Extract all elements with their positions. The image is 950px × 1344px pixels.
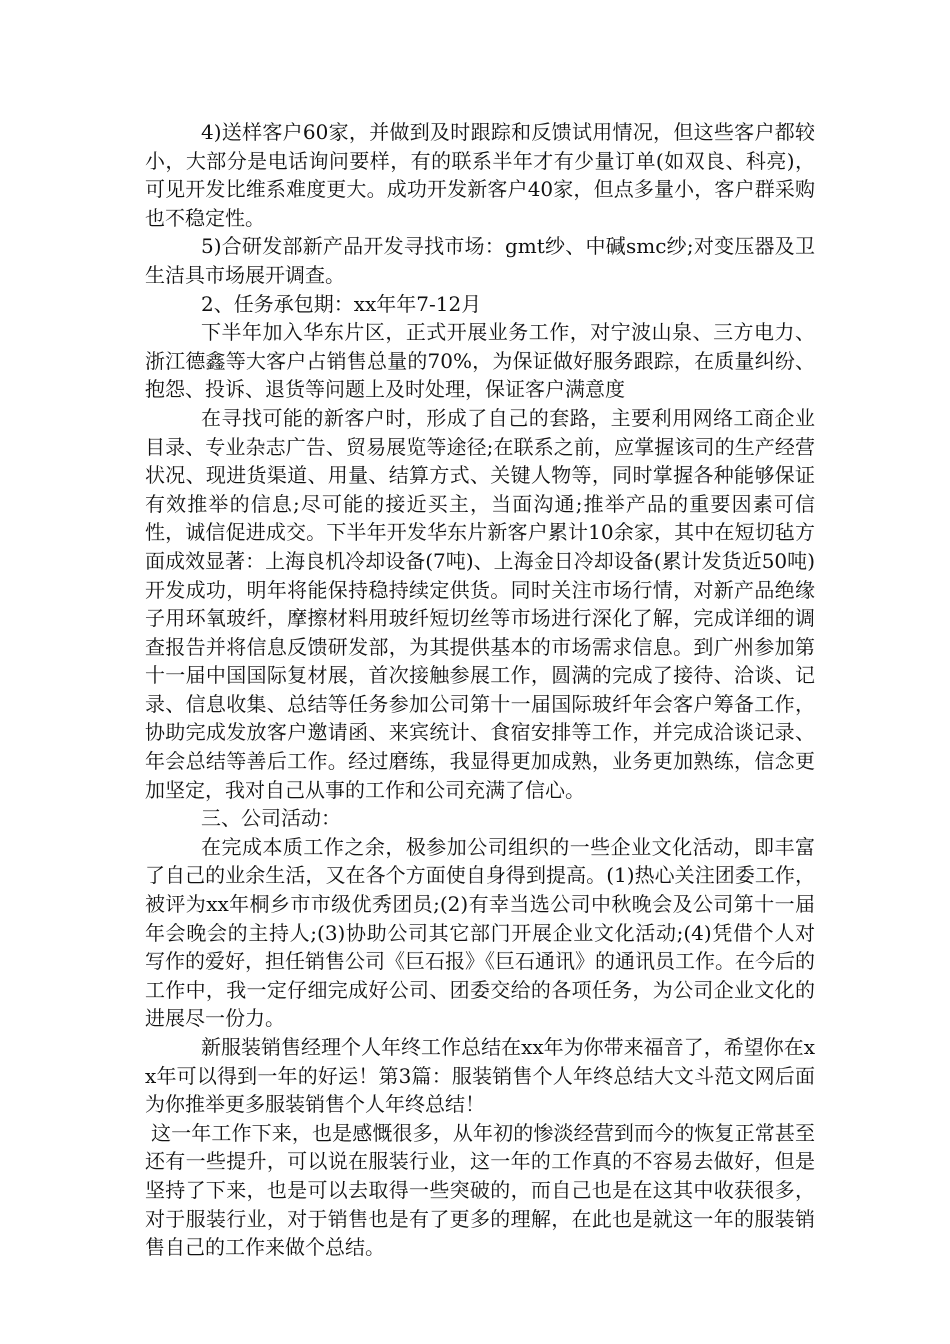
paragraph-closing: 新服装销售经理个人年终工作总结在xx年为你带来福音了，希望你在xx年可以得到一年的好运！第3篇：服装销售个人年终总结大文斗范文网后面为你推举更多服装销售个人年终总结！ xyxy=(145,1035,815,1117)
paragraph-task-period: 2、任务承包期：xx年年7-12月 xyxy=(201,291,482,316)
paragraph-new-products: 5)合研发部新产品开发寻找市场：gmt纱、中碱smc纱;对变压器及卫生洁具市场展开调查。 xyxy=(145,234,815,287)
paragraph-new-clients: 在寻找可能的新客户时，形成了自己的套路，主要利用网络工商企业目录、专业杂志广告、贸易展览等途径;在联系之前，应掌握该司的生产经营状况、现进货渠道、用量、结算方式、关键人物等，同时掌握各种能够保证有效推举的信息;尽可能的接近买主，当面沟通;推举产品的重要因素可信性，诚信促进成交。下半年开发华东片新客户累计10余家，其中在短切毡方面成效显著：上海良机冷却设备(7吨)、上海金日冷却设备(累计发货近50吨)开发成功，明年将能保持稳持续定供货。同时关注市场行情，对新产品绝缘子用环氧玻纤，摩擦材料用玻纤短切丝等市场进行深化了解，完成详细的调查报告并将信息反馈研发部，为其提供基本的市场需求信息。到广州参加第十一届中国国际复材展，首次接触参展工作，圆满的完成了接待、洽谈、记录、信息收集、总结等任务参加公司第十一届国际玻纤年会客户筹备工作，协助完成发放客户邀请函、来宾统计、食宿安排等工作，并完成洽谈记录、年会总结等善后工作。经过磨练，我显得更加成熟，业务更加熟练，信念更加坚定，我对自己从事的工作和公司充满了信心。 xyxy=(145,405,815,802)
document-body xyxy=(145,118,815,1262)
section-heading-activities: 三、公司活动： xyxy=(201,806,341,831)
paragraph-clothing-summary: 这一年工作下来，也是感慨很多，从年初的惨淡经营到而今的恢复正常甚至还有一些提升，可以说在服装行业，这一年的工作真的不容易去做好，但是坚持了下来，也是可以去取得一些突破的，而自己也是在这其中收获很多，对于服装行业，对于销售也是有了更多的理解，在此也是就这一年的服装销售自己的工作来做个总结。 xyxy=(145,1120,815,1260)
paragraph-activities: 在完成本质工作之余，极参加公司组织的一些企业文化活动，即丰富了自己的业余生活，又在各个方面使自身得到提高。(1)热心关注团委工作，被评为xx年桐乡市市级优秀团员;(2)有幸当选公司中秋晚会及公司第十一届年会晚会的主持人;(3)协助公司其它部门开展企业文化活动;(4)凭借个人对写作的爱好，担任销售公司《巨石报》《巨石通讯》的通讯员工作。在今后的工作中，我一定仔细完成好公司、团委交给的各项任务，为公司企业文化的进展尽一份力。 xyxy=(145,834,815,1031)
paragraph-samples: 4)送样客户60家，并做到及时跟踪和反馈试用情况，但这些客户都较小，大部分是电话询问要样，有的联系半年才有少量订单(如双良、科亮)，可见开发比维系难度更大。成功开发新客户40家，但点多量小，客户群采购也不稳定性。 xyxy=(145,120,815,230)
paragraph-east-china: 下半年加入华东片区，正式开展业务工作，对宁波山泉、三方电力、浙江德鑫等大客户占销售总量的70%，为保证做好服务跟踪，在质量纠纷、抱怨、投诉、退货等问题上及时处理，保证客户满意度 xyxy=(145,320,815,402)
